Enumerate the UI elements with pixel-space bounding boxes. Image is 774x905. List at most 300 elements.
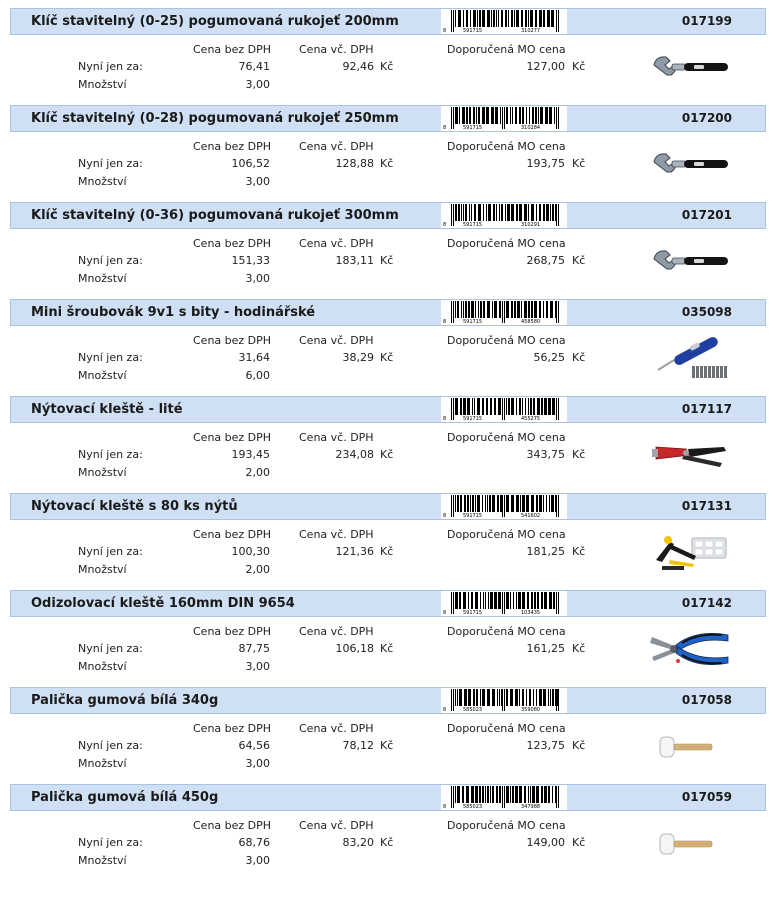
barcode [441,591,567,616]
barcode-bar [526,495,529,512]
barcode-bar [515,689,518,706]
quantity-value: 3,00 [245,78,270,91]
price-with-vat: 83,20 [342,836,374,849]
barcode-guard-bar [451,689,452,711]
recommended-price: 56,25 [533,351,565,364]
barcode-guard-bar [556,10,557,32]
quantity-label: Množství [78,272,127,285]
col-header-bez-dph: Cena bez DPH [193,722,272,735]
barcode-bar [516,204,518,221]
barcode-bar [457,786,460,803]
barcode-bar [477,495,480,512]
barcode-bar [482,10,485,27]
barcode-bar [500,107,501,124]
barcode-bar [525,10,527,27]
barcode-bar [516,398,517,415]
barcode-guard-bar [558,592,559,614]
barcode-bar [536,689,537,706]
barcode-bar [458,10,461,27]
barcode-bar [548,398,551,415]
barcode-guard-bar [453,204,454,226]
barcode-bar [475,301,476,318]
barcode-bar [519,689,520,706]
barcode-guard-bar [451,592,452,614]
quantity-label: Množství [78,369,127,382]
col-header-bez-dph: Cena bez DPH [193,528,272,541]
product-code: 035098 [681,305,732,319]
quantity-value: 3,00 [245,854,270,867]
now-only-label: Nyní jen za: [78,545,143,558]
barcode-bar [499,204,500,221]
barcode-bar [482,689,485,706]
quantity-value: 3,00 [245,660,270,673]
barcode-bar [470,10,471,27]
barcode-bar [536,495,538,512]
currency-label: Kč [380,642,394,655]
barcode-bar [521,10,523,27]
barcode-bar [482,786,484,803]
barcode [441,9,567,34]
col-header-moc: Doporučená MO cena [447,431,566,444]
wire-stripper-icon[interactable] [648,627,732,673]
col-header-moc: Doporučená MO cena [447,140,566,153]
barcode-bar [538,107,539,124]
barcode-bar [485,786,486,803]
currency-label: Kč [380,545,394,558]
barcode-bar [493,10,495,27]
product-header [10,493,766,520]
price-without-vat: 31,64 [238,351,270,364]
barcode-guard-bar [504,689,505,711]
col-header-moc: Doporučená MO cena [447,722,566,735]
barcode-bar [455,398,458,415]
barcode-bar [511,10,513,27]
barcode-bar [485,495,486,512]
barcode-guard-bar [558,689,559,711]
price-without-vat: 76,41 [238,60,270,73]
product-name[interactable]: Klíč stavitelný (0-25) pogumovaná rukojeť 200mm [31,14,399,29]
barcode-guard-bar [556,398,557,420]
barcode-guard-bar [451,495,452,517]
barcode-bar [554,107,555,124]
barcode-bar [544,592,547,609]
barcode-digits-right-group: 359080 [521,707,541,713]
col-header-moc: Doporučená MO cena [447,43,566,56]
barcode-bar [506,107,508,124]
barcode-bar [471,301,474,318]
barcode-bar [539,10,542,27]
barcode-bar [479,10,481,27]
product-code: 017201 [681,208,732,222]
barcode-bar [486,107,489,124]
barcode-digits-right-group: 455275 [521,416,541,422]
barcode-bar [515,786,518,803]
barcode-bar [485,592,486,609]
col-header-vc-dph: Cena vč. DPH [299,334,374,347]
col-header-bez-dph: Cena bez DPH [193,237,272,250]
currency-label: Kč [380,60,394,73]
barcode-guard-bar [504,107,505,129]
barcode-bar [488,204,491,221]
barcode-bar [516,592,517,609]
col-header-vc-dph: Cena vč. DPH [299,431,374,444]
barcode-bar [476,107,477,124]
currency-label: Kč [572,60,586,73]
barcode-guard-bar [453,689,454,711]
barcode-bar [463,301,464,318]
barcode-bar [533,398,535,415]
currency-label: Kč [572,739,586,752]
col-header-moc: Doporučená MO cena [447,237,566,250]
barcode-guard-bar [453,786,454,808]
barcode-bar [515,107,517,124]
barcode-bar [507,204,510,221]
col-header-vc-dph: Cena vč. DPH [299,722,374,735]
barcode-bar [482,398,484,415]
barcode-bar [465,301,467,318]
rubber-mallet-icon[interactable] [648,821,732,867]
barcode-bar [473,10,476,27]
currency-label: Kč [380,351,394,364]
product-code: 017059 [681,790,732,804]
quantity-label: Množství [78,175,127,188]
barcode-bar [463,10,464,27]
barcode-bar [461,301,462,318]
adjustable-wrench-icon[interactable] [648,45,732,91]
barcode-guard-bar [504,786,505,808]
barcode-bar [471,592,473,609]
barcode-bar [496,786,498,803]
barcode-guard-bar [558,107,559,129]
barcode-guard-bar [556,204,557,226]
currency-label: Kč [572,157,586,170]
barcode-bar [463,592,466,609]
barcode-bar [492,301,493,318]
barcode-bar [522,398,523,415]
barcode-bar [553,592,555,609]
barcode-bar [493,204,495,221]
product-item [0,776,774,873]
barcode-bar [457,689,458,706]
barcode-bar [505,10,507,27]
col-header-bez-dph: Cena bez DPH [193,140,272,153]
barcode-bar [475,592,478,609]
barcode-bar [455,301,456,318]
barcode-bar [511,301,513,318]
barcode-guard-bar [502,301,503,323]
barcode-guard-bar [453,301,454,323]
barcode-bar [487,301,490,318]
barcode-bar [475,786,478,803]
col-header-vc-dph: Cena vč. DPH [299,237,374,250]
barcode-bar [487,495,488,512]
barcode-bar [489,495,491,512]
quantity-label: Množství [78,660,127,673]
barcode-guard-bar [558,786,559,808]
barcode-bar [498,10,499,27]
barcode-bar [512,786,514,803]
barcode [441,300,567,325]
price-with-vat: 128,88 [335,157,374,170]
barcode-digit-left: 8 [443,804,447,810]
recommended-price: 343,75 [526,448,565,461]
barcode-bar [528,10,529,27]
barcode-bar [522,689,524,706]
quantity-value: 6,00 [245,369,270,382]
recommended-price: 149,00 [526,836,565,849]
barcode-bar [511,495,514,512]
riveter-set-icon[interactable] [648,530,732,576]
barcode-bar [508,398,510,415]
barcode-bar [551,495,554,512]
barcode-bar [473,689,475,706]
barcode-digits-left-group: 591715 [463,513,483,519]
barcode-bar [535,10,537,27]
barcode-bar [455,204,457,221]
barcode-bar [539,204,541,221]
product-name[interactable]: Nýtovací kleště s 80 ks nýtů [31,499,238,514]
currency-label: Kč [572,448,586,461]
adjustable-wrench-icon[interactable] [648,142,732,188]
barcode-bar [455,107,458,124]
barcode-bar [492,689,495,706]
barcode-guard-bar [502,495,503,517]
product-name[interactable]: Palička gumová bílá 450g [31,790,219,805]
product-header [10,8,766,35]
product-header [10,784,766,811]
product-code: 017200 [681,111,732,125]
barcode-digits-left-group: 585023 [463,707,483,713]
barcode-bar [490,592,493,609]
barcode-bar [540,107,543,124]
barcode-bar [547,10,550,27]
barcode-digit-left: 8 [443,28,447,34]
barcode-digits-right-group: 103435 [521,610,541,616]
barcode-bar [506,689,508,706]
barcode [441,397,567,422]
barcode-bar [522,592,525,609]
quantity-value: 3,00 [245,757,270,770]
barcode-digit-left: 8 [443,610,447,616]
barcode-bar [483,204,484,221]
barcode-bar [541,398,543,415]
barcode-bar [555,495,556,512]
barcode-guard-bar [556,592,557,614]
barcode-bar [462,107,465,124]
barcode-bar [534,301,537,318]
barcode-bar [469,204,470,221]
barcode-bar [455,495,456,512]
col-header-bez-dph: Cena bez DPH [193,43,272,56]
barcode-digits-right-group: 541602 [521,513,541,519]
barcode-guard-bar [504,495,505,517]
product-item [0,194,774,291]
barcode-bar [536,786,539,803]
barcode-bar [528,301,530,318]
barcode-digits-left-group: 591715 [463,125,483,131]
barcode-bar [499,301,501,318]
product-header [10,105,766,132]
rubber-mallet-icon[interactable] [648,724,732,770]
barcode-bar [550,689,551,706]
price-with-vat: 121,36 [335,545,374,558]
barcode-bar [506,301,509,318]
barcode-bar [499,689,500,706]
barcode-bar [552,689,554,706]
barcode-digits-left-group: 591715 [463,416,483,422]
product-header [10,590,766,617]
barcode-bar [510,689,513,706]
barcode-bar [544,786,547,803]
barcode-bar [508,10,509,27]
barcode-bar [506,398,507,415]
barcode-bar [461,204,462,221]
barcode-bar [552,204,554,221]
barcode [441,785,567,810]
barcode-bar [501,10,503,27]
product-code: 017131 [681,499,732,513]
barcode-guard-bar [558,398,559,420]
col-header-vc-dph: Cena vč. DPH [299,140,374,153]
barcode-bar [525,398,526,415]
barcode-digits-right-group: 310284 [521,125,541,131]
barcode-bar [490,398,492,415]
riveter-icon[interactable] [648,433,732,479]
barcode-bar [466,10,468,27]
barcode-guard-bar [556,786,557,808]
barcode-bar [474,204,476,221]
barcode-digit-left: 8 [443,222,447,228]
barcode-bar [477,398,480,415]
recommended-price: 161,25 [526,642,565,655]
barcode-bar [476,689,478,706]
col-header-bez-dph: Cena bez DPH [193,625,272,638]
col-header-vc-dph: Cena vč. DPH [299,819,374,832]
barcode-digits-left-group: 591715 [463,610,483,616]
barcode-bar [537,592,539,609]
barcode-bar [519,398,521,415]
product-code: 017199 [681,14,732,28]
barcode-bar [459,107,460,124]
barcode-bar [486,398,488,415]
col-header-vc-dph: Cena vč. DPH [299,43,374,56]
barcode-bar [465,204,467,221]
barcode-bar [545,107,548,124]
barcode-bar [531,301,533,318]
barcode-bar [529,107,530,124]
barcode-bar [537,398,540,415]
barcode-bar [527,592,529,609]
barcode-bar [524,301,527,318]
recommended-price: 193,75 [526,157,565,170]
barcode-bar [474,398,475,415]
barcode [441,106,567,131]
barcode-guard-bar [453,398,454,420]
barcode-bar [467,495,469,512]
currency-label: Kč [380,157,394,170]
price-without-vat: 106,52 [231,157,270,170]
product-name[interactable]: Nýtovací kleště - lité [31,402,183,417]
product-name[interactable]: Palička gumová bílá 340g [31,693,219,708]
barcode-digits-right-group: 310277 [521,28,541,34]
product-name[interactable]: Klíč stavitelný (0-36) pogumovaná rukojeť 300mm [31,208,399,223]
col-header-moc: Doporučená MO cena [447,819,566,832]
product-code: 017117 [681,402,732,416]
barcode-bar [517,301,520,318]
product-name[interactable]: Odizolovací kleště 160mm DIN 9654 [31,596,295,611]
barcode-bar [477,10,478,27]
barcode-guard-bar [556,689,557,711]
barcode-bar [491,107,494,124]
barcode-bar [548,786,550,803]
price-without-vat: 100,30 [231,545,270,558]
barcode-bar [471,204,472,221]
barcode-bar [526,107,527,124]
barcode-bar [462,786,464,803]
price-without-vat: 68,76 [238,836,270,849]
barcode-bar [550,204,551,221]
now-only-label: Nyní jen za: [78,739,143,752]
col-header-bez-dph: Cena bez DPH [193,334,272,347]
barcode-bar [457,301,459,318]
barcode-bar [531,495,534,512]
product-name[interactable]: Klíč stavitelný (0-28) pogumovaná rukojeť 250mm [31,111,399,126]
barcode-digits-right-group: 347988 [521,804,541,810]
barcode-guard-bar [451,398,452,420]
barcode-bar [524,786,526,803]
barcode-bar [530,10,533,27]
barcode-bar [494,398,496,415]
barcode-bar [496,10,497,27]
barcode-bar [495,107,498,124]
barcode-bar [543,495,544,512]
barcode-bar [548,689,549,706]
screwdriver-bits-icon[interactable] [648,336,732,382]
barcode-bar [466,107,468,124]
adjustable-wrench-icon[interactable] [648,239,732,285]
price-with-vat: 183,11 [335,254,374,267]
product-item [0,97,774,194]
barcode-bar [480,301,482,318]
col-header-bez-dph: Cena bez DPH [193,431,272,444]
barcode-bar [552,398,555,415]
barcode-digit-left: 8 [443,416,447,422]
barcode-guard-bar [558,204,559,226]
currency-label: Kč [572,836,586,849]
barcode-bar [526,689,527,706]
barcode [441,494,567,519]
barcode-guard-bar [558,10,559,32]
col-header-vc-dph: Cena vč. DPH [299,528,374,541]
barcode-bar [514,301,516,318]
barcode-bar [464,689,467,706]
currency-label: Kč [380,739,394,752]
now-only-label: Nyní jen za: [78,836,143,849]
barcode-bar [497,689,498,706]
barcode-bar [472,495,474,512]
price-without-vat: 193,45 [231,448,270,461]
barcode-digit-left: 8 [443,707,447,713]
barcode-digits-right-group: 458580 [521,319,541,325]
barcode-bar [512,107,513,124]
barcode-bar [487,689,490,706]
product-name[interactable]: Mini šroubovák 9v1 s bity - hodinářské [31,305,316,320]
barcode-bar [470,495,471,512]
barcode-bar [530,398,532,415]
barcode-bar [497,495,499,512]
barcode-bar [528,204,529,221]
barcode-digit-left: 8 [443,319,447,325]
